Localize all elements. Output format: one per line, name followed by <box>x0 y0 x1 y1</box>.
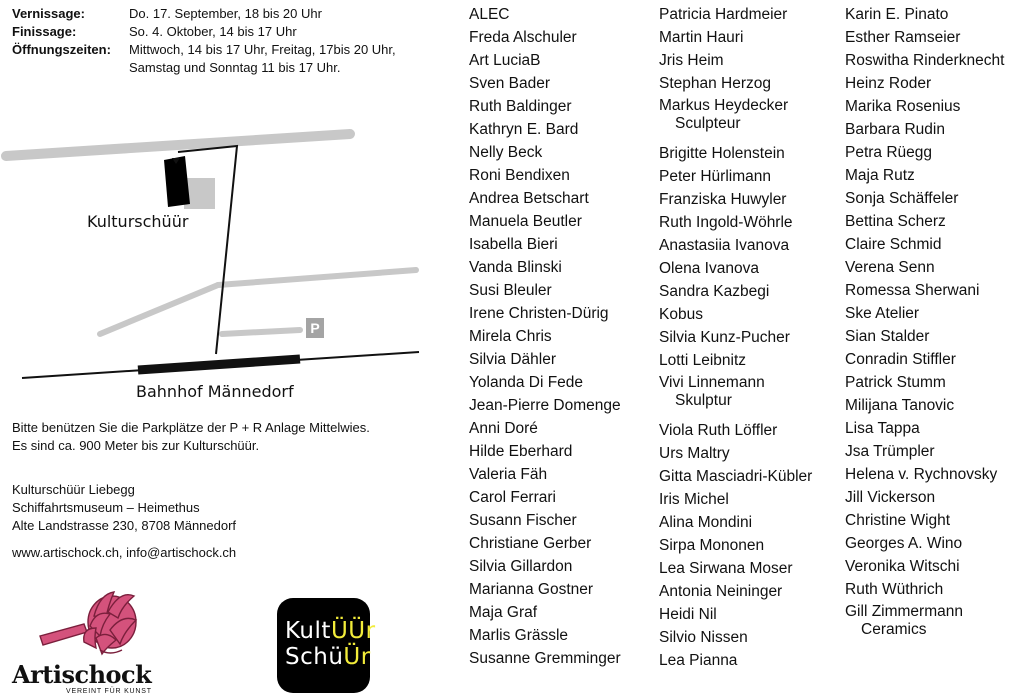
artist-name-text: Esther Ramseier <box>845 29 961 46</box>
artist-name-text: Helena v. Rychnovsky <box>845 466 998 483</box>
artist-name-text: Silvia Gillardon <box>469 558 573 575</box>
kulturschuur-logo-accent: Ür <box>343 644 371 670</box>
artist-discipline: Skulptur <box>675 392 732 409</box>
kulturschuur-logo-text: Schü <box>285 644 344 670</box>
artist-name-text: Christiane Gerber <box>469 535 592 552</box>
artist-name-text: Jill Vickerson <box>845 489 936 506</box>
artist-name <box>659 211 812 234</box>
finissage-label: Finissage: <box>12 24 77 39</box>
artist-name-text: Kathryn E. Bard <box>469 121 579 138</box>
address-line: Alte Landstrasse 230, 8708 Männedorf <box>12 518 237 533</box>
finissage-value: So. 4. Oktober, 14 bis 17 Uhr <box>129 24 297 39</box>
artist-name <box>469 578 621 601</box>
artist-name <box>659 580 812 603</box>
artist-name-text: Lisa Tappa <box>845 420 920 437</box>
artist-name <box>469 302 621 325</box>
parking-note-line: Es sind ca. 900 Meter bis zur Kulturschüür. <box>12 438 260 453</box>
artist-name <box>469 164 621 187</box>
artist-name <box>845 555 1004 578</box>
address-line: Kulturschüür Liebegg <box>12 482 135 497</box>
artist-name <box>659 142 812 165</box>
map-road-diagonal <box>100 285 218 334</box>
artist-name <box>845 95 1004 118</box>
artist-name-text: Jsa Trümpler <box>845 443 935 460</box>
artist-name <box>469 371 621 394</box>
artist-name <box>469 647 621 670</box>
artist-name-text: Claire Schmid <box>845 236 942 253</box>
kulturschuur-logo-accent: ÜÜr <box>330 618 376 644</box>
artist-name-text: Urs Maltry <box>659 445 730 462</box>
artist-name <box>469 256 621 279</box>
kulturschuur-logo-line-1 <box>285 618 376 644</box>
artist-name <box>469 3 621 26</box>
artist-name-text: Jris Heim <box>659 52 724 69</box>
artist-name-text: Marianna Gostner <box>469 581 594 598</box>
artist-name <box>469 624 621 647</box>
artist-name <box>845 509 1004 532</box>
artist-name <box>659 234 812 257</box>
artist-name <box>469 463 621 486</box>
artist-discipline: Sculpteur <box>675 115 741 132</box>
event-info <box>12 5 439 77</box>
venue-address <box>12 481 236 535</box>
artist-name-text: Susann Fischer <box>469 512 577 529</box>
artist-name-text: Olena Ivanova <box>659 260 759 277</box>
artist-name-text: Maja Graf <box>469 604 538 621</box>
artist-name <box>845 302 1004 325</box>
artist-name <box>469 555 621 578</box>
artist-name <box>659 372 812 419</box>
artist-name-text: Heidi Nil <box>659 606 717 623</box>
artist-name-text: Vanda Blinski <box>469 259 562 276</box>
artist-name-text: Art LuciaB <box>469 52 541 69</box>
artist-name <box>845 417 1004 440</box>
artist-name <box>659 626 812 649</box>
artist-name-text: Silvio Nissen <box>659 629 748 646</box>
artist-name-text: Verena Senn <box>845 259 935 276</box>
map-venue-building <box>164 156 190 207</box>
artist-name-text: Valeria Fäh <box>469 466 548 483</box>
artist-name-text: Sandra Kazbegi <box>659 283 770 300</box>
artist-name-text: Milijana Tanovic <box>845 397 955 414</box>
artist-name <box>845 371 1004 394</box>
artist-name-text: ALEC <box>469 6 510 23</box>
artist-name <box>659 649 812 672</box>
artist-name <box>469 141 621 164</box>
artist-name-text: Ruth Baldinger <box>469 98 572 115</box>
artist-name <box>469 187 621 210</box>
artist-name <box>659 442 812 465</box>
opening-hours-value: Mittwoch, 14 bis 17 Uhr, Freitag, 17bis 20 Uhr, Samstag und Sonntag 11 bis 17 Uhr. <box>129 42 396 75</box>
artist-name <box>469 394 621 417</box>
artischock-logo-text: Artischock <box>12 660 152 689</box>
artist-name-text: Ske Atelier <box>845 305 920 322</box>
artist-name-text: Iris Michel <box>659 491 729 508</box>
artist-name-text: Roswitha Rinderknecht <box>845 52 1005 69</box>
artist-name <box>469 49 621 72</box>
map-road-parking <box>222 330 300 334</box>
artist-name <box>845 210 1004 233</box>
artist-name-text: Silvia Kunz-Pucher <box>659 329 790 346</box>
artischock-logo-subtitle: VEREINT FÜR KUNST <box>66 688 152 695</box>
artist-name <box>845 486 1004 509</box>
artist-name <box>469 509 621 532</box>
artist-name <box>469 95 621 118</box>
artist-name-text: Irene Christen-Dürig <box>469 305 609 322</box>
artist-name <box>469 601 621 624</box>
artist-name <box>845 532 1004 555</box>
artist-name-text: Gitta Masciadri-Kübler <box>659 468 813 485</box>
artist-name-text: Anastasiia Ivanova <box>659 237 790 254</box>
artist-name-text: Gill Zimmermann <box>845 603 963 620</box>
artist-name-text: Romessa Sherwani <box>845 282 980 299</box>
parking-note <box>12 419 432 455</box>
artist-name-text: Maja Rutz <box>845 167 915 184</box>
artist-name-text: Sven Bader <box>469 75 550 92</box>
vernissage-label: Vernissage: <box>12 6 85 21</box>
artist-name <box>469 233 621 256</box>
artist-list-column-3 <box>845 3 1004 648</box>
artist-name <box>845 26 1004 49</box>
artist-name <box>469 532 621 555</box>
map-venue-label: Kulturschüür <box>87 212 189 231</box>
address-line: Schiffahrtsmuseum – Heimethus <box>12 500 200 515</box>
artist-name <box>659 49 812 72</box>
artist-name-text: Sonja Schäffeler <box>845 190 959 207</box>
artist-name-text: Carol Ferrari <box>469 489 556 506</box>
artist-name <box>659 349 812 372</box>
artist-name-text: Viola Ruth Löffler <box>659 422 778 439</box>
artist-name <box>469 210 621 233</box>
map-road-middle <box>218 270 416 285</box>
artist-name <box>659 3 812 26</box>
artist-name-text: Christine Wight <box>845 512 951 529</box>
artist-name-text: Sirpa Mononen <box>659 537 765 554</box>
artist-name-text: Silvia Dähler <box>469 351 557 368</box>
artist-name-text: Roni Bendixen <box>469 167 570 184</box>
artist-name-text: Marika Rosenius <box>845 98 961 115</box>
artist-name-text: Karin E. Pinato <box>845 6 949 23</box>
map-station-label: Bahnhof Männedorf <box>136 382 294 401</box>
artist-name <box>845 233 1004 256</box>
artist-name <box>845 394 1004 417</box>
artist-name-text: Petra Rüegg <box>845 144 933 161</box>
artist-name-text: Markus Heydecker <box>659 97 789 114</box>
artist-name-text: Lotti Leibnitz <box>659 352 747 369</box>
artist-name <box>845 141 1004 164</box>
artist-name-text: Lea Pianna <box>659 652 738 669</box>
artist-list-column-1 <box>469 3 621 670</box>
artist-name <box>469 440 621 463</box>
map-station-platform <box>138 359 300 370</box>
artist-name-text: Jean-Pierre Domenge <box>469 397 621 414</box>
artist-name <box>659 511 812 534</box>
artist-name-text: Georges A. Wino <box>845 535 963 552</box>
artist-name <box>659 557 812 580</box>
artist-name <box>469 72 621 95</box>
artist-name <box>845 601 1004 648</box>
vernissage-value: Do. 17. September, 18 bis 20 Uhr <box>129 6 322 21</box>
artist-name-text: Ruth Ingold-Wöhrle <box>659 214 793 231</box>
parking-note-line: Bitte benützen Sie die Parkplätze der P + R Anlage Mittelwies. <box>12 420 370 435</box>
artist-name <box>845 187 1004 210</box>
artist-name-text: Patrick Stumm <box>845 374 946 391</box>
artist-name-text: Yolanda Di Fede <box>469 374 584 391</box>
artist-name-text: Anni Doré <box>469 420 538 437</box>
kulturschuur-logo-line-2 <box>285 644 371 670</box>
artist-name-text: Susanne Gremminger <box>469 650 621 667</box>
artist-name-text: Marlis Grässle <box>469 627 569 644</box>
website-and-email[interactable]: www.artischock.ch, info@artischock.ch <box>12 545 237 560</box>
artist-name-text: Manuela Beutler <box>469 213 582 230</box>
artist-name <box>659 26 812 49</box>
artist-name <box>659 534 812 557</box>
artist-name <box>845 578 1004 601</box>
artist-name-text: Sian Stalder <box>845 328 930 345</box>
parking-icon: P <box>306 318 324 338</box>
artist-name <box>659 603 812 626</box>
artist-name-text: Franziska Huwyler <box>659 191 787 208</box>
artist-name <box>469 26 621 49</box>
artist-name <box>659 419 812 442</box>
artist-name <box>845 49 1004 72</box>
artist-name-text: Susi Bleuler <box>469 282 552 299</box>
kulturschuur-logo <box>277 598 376 693</box>
artist-name <box>469 486 621 509</box>
artist-name <box>845 164 1004 187</box>
artist-name <box>659 188 812 211</box>
artist-name-text: Conradin Stiffler <box>845 351 956 368</box>
artist-name-text: Heinz Roder <box>845 75 932 92</box>
artist-name <box>845 348 1004 371</box>
artist-name <box>659 257 812 280</box>
artist-name <box>845 72 1004 95</box>
artist-name <box>845 463 1004 486</box>
artist-name-text: Stephan Herzog <box>659 75 772 92</box>
artist-name-text: Alina Mondini <box>659 514 753 531</box>
artist-name <box>845 3 1004 26</box>
map-road-top <box>6 134 350 156</box>
artist-name <box>659 72 812 95</box>
artist-name <box>659 488 812 511</box>
artist-name <box>659 303 812 326</box>
artist-name <box>659 95 812 142</box>
location-map <box>0 120 440 410</box>
artist-name-text: Freda Alschuler <box>469 29 577 46</box>
artist-name <box>659 465 812 488</box>
artist-name <box>845 256 1004 279</box>
artist-name <box>469 118 621 141</box>
artist-name <box>845 279 1004 302</box>
artist-list-column-2 <box>659 3 812 672</box>
artist-name <box>845 325 1004 348</box>
artist-name-text: Patricia Hardmeier <box>659 6 788 23</box>
artist-name-text: Andrea Betschart <box>469 190 589 207</box>
kulturschuur-logo-text: Kult <box>285 618 331 644</box>
artist-name-text: Nelly Beck <box>469 144 543 161</box>
artist-name <box>469 348 621 371</box>
artist-name <box>469 417 621 440</box>
artist-name-text: Ruth Wüthrich <box>845 581 944 598</box>
artist-name <box>659 165 812 188</box>
opening-hours-label: Öffnungszeiten: <box>12 42 111 57</box>
artist-name <box>469 279 621 302</box>
artist-name-text: Peter Hürlimann <box>659 168 771 185</box>
artist-name-text: Kobus <box>659 306 703 323</box>
artist-discipline: Ceramics <box>861 621 927 638</box>
artist-name <box>845 440 1004 463</box>
artist-name-text: Isabella Bieri <box>469 236 558 253</box>
artist-name-text: Barbara Rudin <box>845 121 945 138</box>
artist-name-text: Brigitte Holenstein <box>659 145 785 162</box>
artist-name-text: Antonia Neininger <box>659 583 783 600</box>
artist-name <box>469 325 621 348</box>
artist-name <box>659 326 812 349</box>
artist-name-text: Lea Sirwana Moser <box>659 560 793 577</box>
artist-name <box>845 118 1004 141</box>
artist-name-text: Mirela Chris <box>469 328 552 345</box>
artist-name <box>659 280 812 303</box>
artist-name-text: Martin Hauri <box>659 29 744 46</box>
artist-name-text: Vivi Linnemann <box>659 374 765 391</box>
artist-name-text: Bettina Scherz <box>845 213 946 230</box>
artist-name-text: Hilde Eberhard <box>469 443 573 460</box>
artist-name-text: Veronika Witschi <box>845 558 960 575</box>
